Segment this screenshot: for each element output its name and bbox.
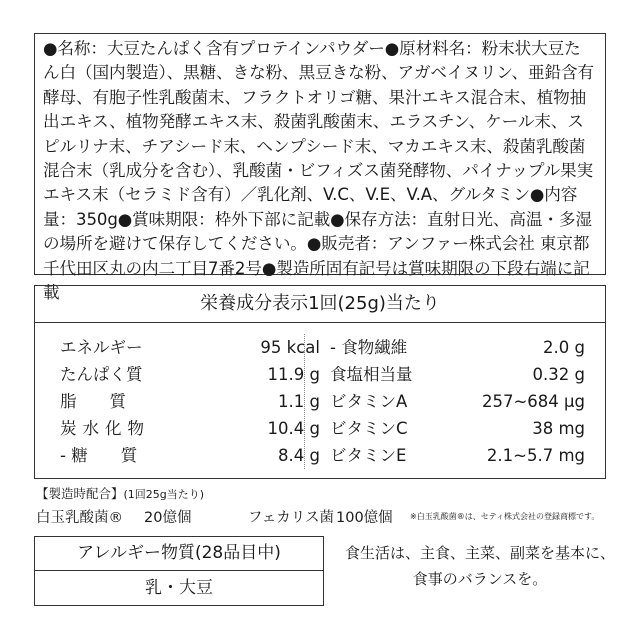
nutrient-label: 食塩相当量 — [330, 365, 413, 384]
nutrition-left-column — [60, 334, 320, 469]
blend-title-sub: (1回25g当たり) — [123, 488, 205, 501]
nutrient-label: たんぱく質 — [60, 365, 143, 384]
nutrition-facts-panel — [34, 285, 606, 479]
nutrient-label: ビタミンE — [330, 446, 407, 465]
nutrition-row — [60, 442, 320, 469]
nutrition-row — [330, 415, 585, 442]
slogan-line: 食事のバランスを。 — [412, 570, 548, 588]
nutrition-row — [60, 415, 320, 442]
nutrient-value: 1.1 g — [278, 392, 320, 411]
nutrition-row — [60, 388, 320, 415]
ingredients-panel — [34, 33, 606, 303]
nutrient-value: 2.1~5.7 mg — [486, 446, 585, 465]
nutrient-label: 炭水化物 — [60, 419, 150, 438]
nutrition-row — [60, 334, 320, 361]
nutrient-value: 11.9 g — [267, 365, 320, 384]
allergy-items: 乳・大豆 — [145, 578, 213, 598]
nutrient-label: ビタミンA — [330, 392, 408, 411]
blend-item-value: 100億個 — [336, 510, 393, 526]
ingredients-text: ●名称：大豆たんぱく含有プロテインパウダー●原材料名：粉末状大豆たん白（国内製造）、黒糖、きな粉、黒豆きな粉、アガベイヌリン、亜鉛含有酵母、有胞子性乳酸菌末、フラクトオリゴ糖、果汁エキス混合末、植物抽出エキス、植物発酵エキス末、殺菌乳酸菌末、エラスチン、ケール末、スピルリナ末、チアシード末、ヘンプシード末、マカエキス末、殺菌乳酸菌混合末（乳成分を含む）、乳酸菌・ビフィズス菌発酵物、パイナップル果実エキス末（セラミド含有）／乳化剤、V.C、V.E、V.A、グルタミン●内容量：350g●賞味期限：枠外下部に記載●保存方法：直射日光、高温・多湿の場所を避けて保存してください。●販売者：アンファー株式会社 東京都千代田区丸の内二丁目7番2号●製造所固有記号は賞味期限の下段右端に記載 — [43, 39, 594, 303]
nutrient-value: 10.4 g — [267, 419, 320, 438]
nutrition-title: 栄養成分表示1回(25g)当たり — [35, 286, 605, 323]
allergy-title: アレルギー物質(28品目中) — [35, 537, 323, 571]
nutrition-row — [60, 361, 320, 388]
nutrient-value: 8.4 g — [278, 446, 320, 465]
diet-slogan — [335, 540, 625, 592]
nutrition-right-column — [330, 334, 585, 469]
nutrition-row — [330, 361, 585, 388]
nutrient-value: 257~684 μg — [481, 392, 585, 411]
blend-item-name: フェカリス菌 — [248, 510, 334, 526]
blend-section — [36, 484, 606, 526]
trademark-note: ※白玉乳酸菌®は、セティ株式会社の登録商標です。 — [410, 512, 600, 521]
nutrition-row — [330, 442, 585, 469]
nutrient-label: - 糖 質 — [60, 446, 138, 465]
nutrient-label: - 食物繊維 — [330, 338, 408, 357]
nutrient-label: エネルギー — [60, 338, 143, 357]
nutrient-value: 0.32 g — [532, 365, 585, 384]
nutrient-value: 95 kcal — [260, 338, 320, 357]
blend-title: 【製造時配合】 — [36, 486, 124, 501]
nutrient-value: 38 mg — [532, 419, 585, 438]
nutrient-label: 脂 質 — [60, 392, 126, 411]
nutrient-label: ビタミンC — [330, 419, 408, 438]
nutrient-value: 2.0 g — [543, 338, 585, 357]
nutrition-row — [330, 334, 585, 361]
slogan-line: 食生活は、主食、主菜、副菜を基本に、 — [344, 544, 615, 562]
nutrition-row — [330, 388, 585, 415]
column-divider — [304, 334, 305, 469]
blend-item-name: 白玉乳酸菌® — [36, 510, 123, 526]
blend-item-value: 20億個 — [144, 510, 192, 526]
allergy-panel — [34, 536, 324, 606]
